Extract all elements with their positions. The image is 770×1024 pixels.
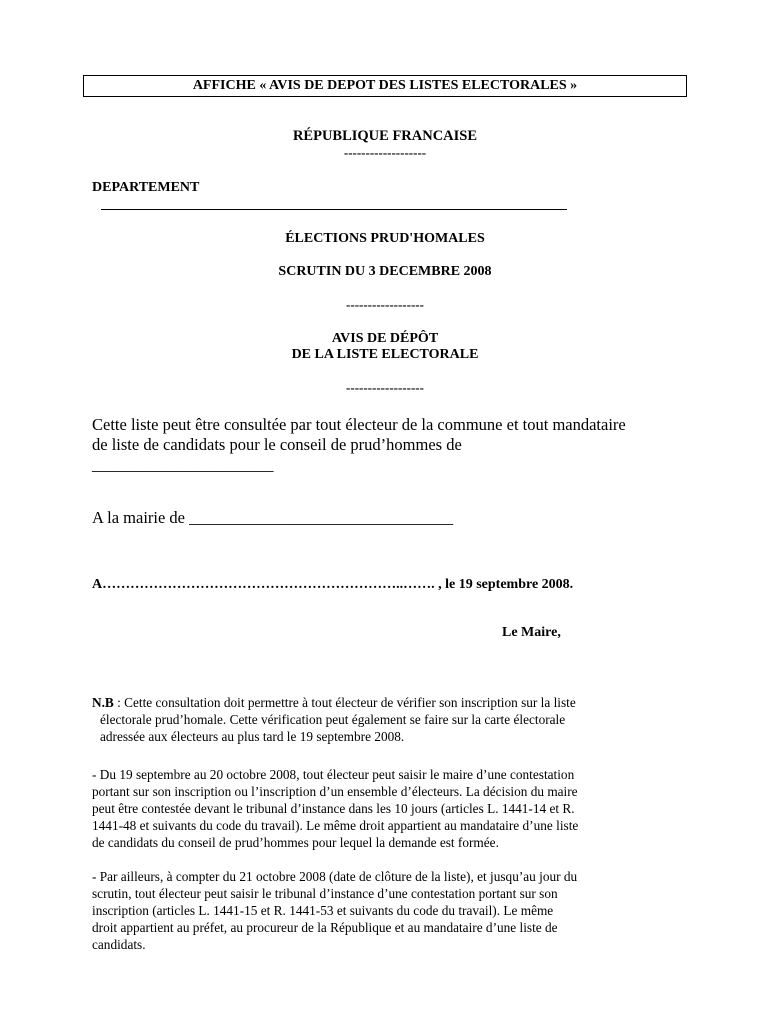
election-title: ÉLECTIONS PRUD'HOMALES (285, 231, 485, 246)
nb-line-1: : Cette consultation doit permettre à tout électeur de vérifier son inscription sur la liste (113, 695, 576, 710)
poster-title: AFFICHE « AVIS DE DEPOT DES LISTES ELECTORALES » (192, 78, 578, 93)
consultation-line-2: de liste de candidats pour le conseil de prud’hommes de (92, 435, 462, 454)
para2-line-4: droit appartient au préfet, au procureur de la République et au mandataire d’une liste de (92, 920, 558, 935)
scrutin-date: SCRUTIN DU 3 DECEMBRE 2008 (278, 264, 492, 279)
para2-line-3: inscription (articles L. 1441-15 et R. 1441-53 et suivants du code du travail). Le même (92, 903, 554, 918)
consultation-blank: ______________________ (92, 455, 274, 474)
mairie-line: A la mairie de ________________________________ (92, 508, 454, 527)
consultation-line-1: Cette liste peut être consultée par tout électeur de la commune et tout mandataire (92, 415, 626, 434)
para2-line-2: scrutin, tout électeur peut saisir le tribunal d’instance d’une contestation portant sur son (92, 886, 558, 901)
nb-line-2: électorale prud’homale. Cette vérification peut également se faire sur la carte électorale (100, 712, 566, 727)
notice-title-line1: AVIS DE DÉPÔT (331, 331, 439, 346)
para1-line-1: - Du 19 septembre au 20 octobre 2008, tout électeur peut saisir le maire d’une contestation (92, 767, 575, 782)
nb-note (92, 694, 692, 745)
separator-dashes-2: ------------------ (346, 380, 424, 395)
para1-line-4: 1441-48 et suivants du code du travail). Le même droit appartient au mandataire d’une liste (92, 818, 579, 833)
signature-place-date: A………………………………………………………..……. , le 19 septembre 2008. (92, 577, 574, 592)
para1-line-5: de candidats du conseil de prud’hommes pour lequel la demande est formée. (92, 835, 499, 850)
contestation-paragraph-1 (92, 766, 692, 851)
para2-line-1: - Par ailleurs, à compter du 21 octobre 2008 (date de clôture de la liste), et jusqu’au jour du (92, 869, 578, 884)
republic-dashes: ------------------- (343, 145, 427, 160)
notice-title-line2: DE LA LISTE ELECTORALE (291, 347, 479, 362)
department-fill-line (101, 209, 567, 210)
contestation-paragraph-2 (92, 868, 689, 953)
nb-line-3: adressée aux électeurs au plus tard le 19 septembre 2008. (100, 729, 405, 744)
para1-line-3: peut être contestée devant le tribunal d’instance dans les 10 jours (articles L. 1441-14 et R. (92, 801, 575, 816)
mayor-signature: Le Maire, (502, 625, 561, 640)
consultation-paragraph (92, 415, 692, 475)
para1-line-2: portant sur son inscription ou l’inscription d’un ensemble d’électeurs. La décision du maire (92, 784, 578, 799)
separator-dashes-1: ------------------ (346, 297, 424, 312)
para2-line-5: candidats. (92, 937, 146, 952)
department-label: DEPARTEMENT (92, 180, 200, 195)
republic-heading: RÉPUBLIQUE FRANCAISE (292, 128, 478, 144)
poster-title-box (83, 75, 687, 97)
nb-label: N.B (92, 695, 114, 710)
